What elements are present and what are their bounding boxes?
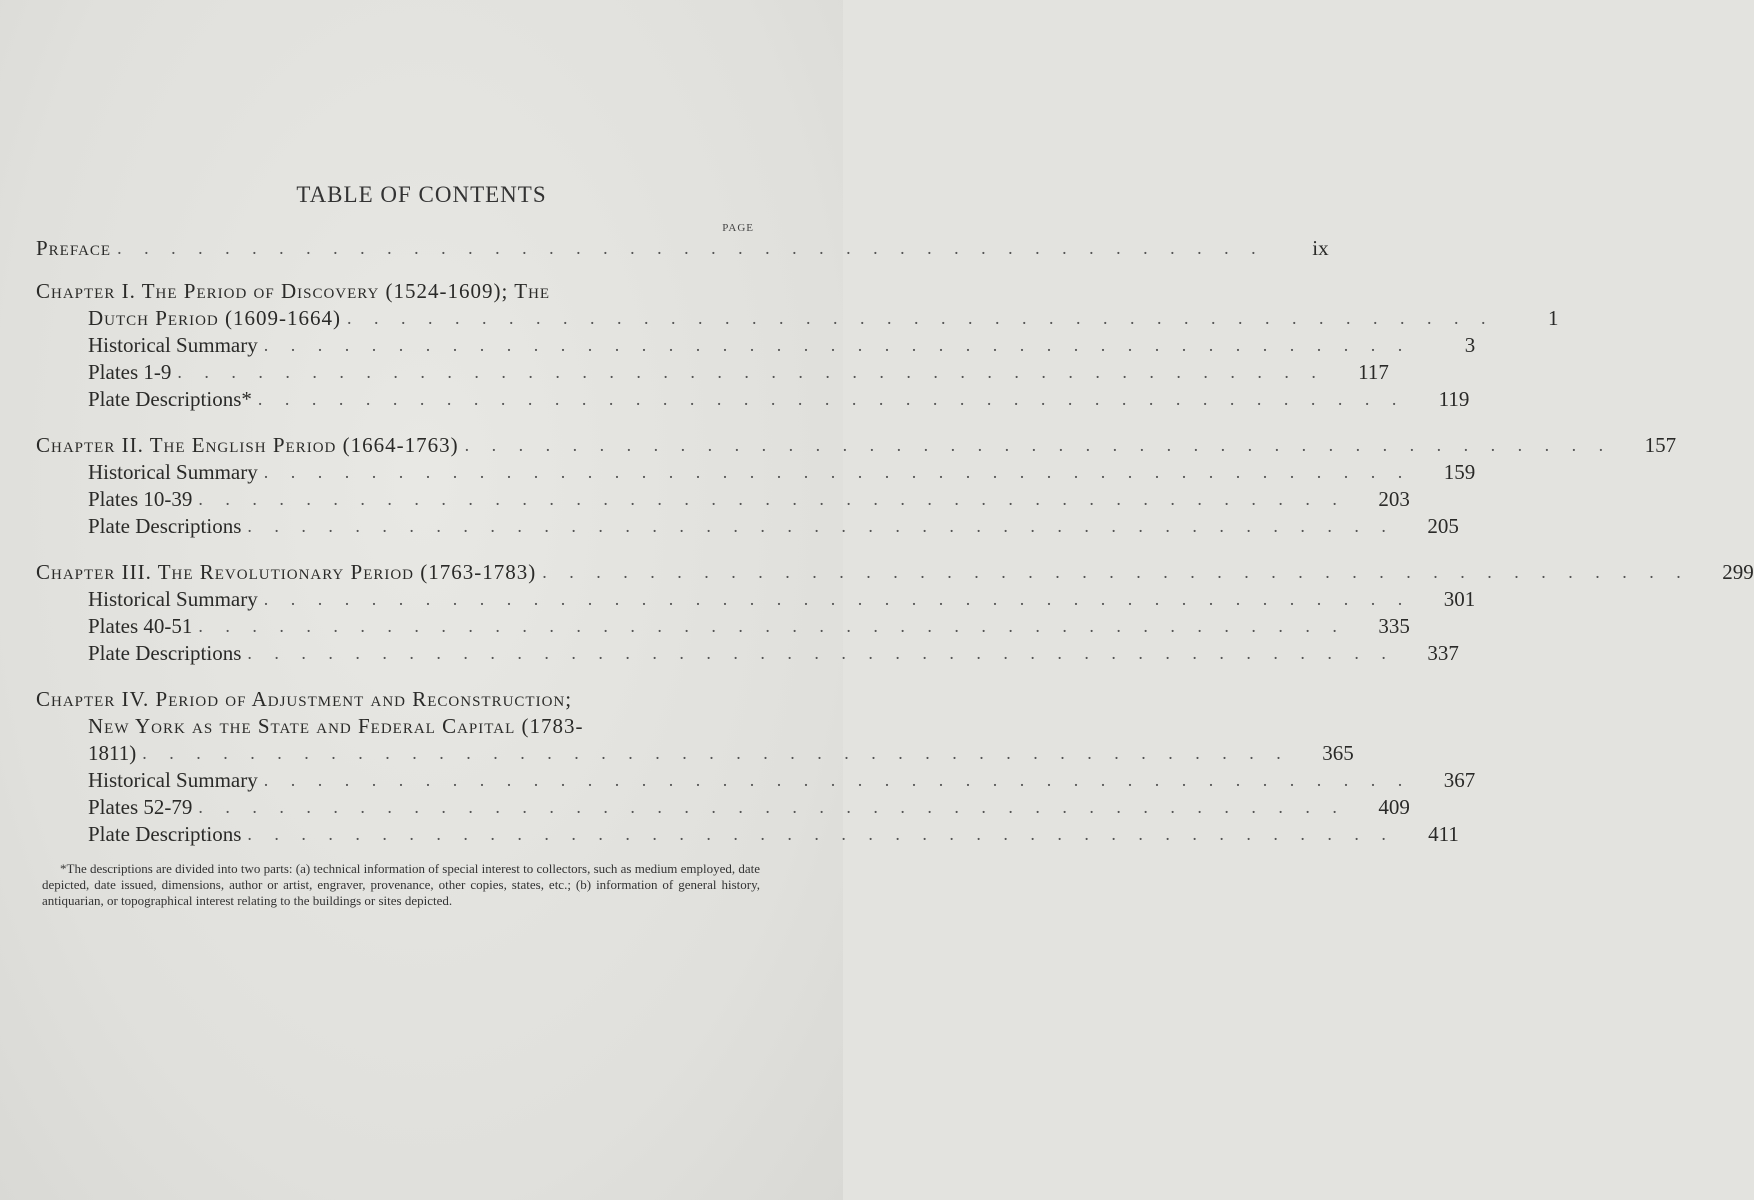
dot-leader: . . . . . . . . . . . . . . . . . . . . . . . . . . . . . . . . . . . . . . . . . . . — [247, 824, 1395, 844]
chapter-title-line: Chapter I. The Period of Discovery (1524-1609); The — [36, 279, 551, 303]
dot-leader: . . . . . . . . . . . . . . . . . . . . . . . . . . . . . . . . . . . . . . . . . . . — [198, 797, 1346, 817]
entry-label: Historical Summary — [88, 587, 258, 611]
toc-entry[interactable] — [88, 586, 1476, 613]
entry-page: 119 — [1438, 387, 1470, 411]
entry-page: 335 — [1378, 614, 1410, 638]
toc-entry[interactable] — [88, 613, 1410, 640]
entry-label: Plates 40-51 — [88, 614, 193, 638]
toc-entry[interactable] — [88, 386, 1470, 413]
dot-leader: . . . . . . . . . . . . . . . . . . . . . . . . . . . . . . . . . . . . . . . . . . . — [198, 489, 1346, 509]
toc-chapter-3-heading[interactable] — [36, 559, 1754, 586]
toc-entry[interactable] — [88, 513, 1459, 540]
entry-label: Plates 1-9 — [88, 360, 172, 384]
dot-leader: . . . . . . . . . . . . . . . . . . . . . . . . . . . . . . . . . . . . . . . . . . . — [263, 462, 1412, 482]
chapter-title-line: Chapter II. The English Period (1664-1763) — [36, 433, 459, 457]
entry-page: 117 — [1358, 360, 1389, 384]
entry-page: 411 — [1428, 822, 1459, 846]
entry-label: Plates 52-79 — [88, 795, 193, 819]
chapter-title-line: Chapter III. The Revolutionary Period (1763-1783) — [36, 560, 537, 584]
toc-entry[interactable] — [88, 332, 1476, 359]
entry-page: 157 — [1644, 433, 1677, 457]
entry-label: Plate Descriptions* — [88, 387, 252, 411]
entry-page: 301 — [1443, 587, 1476, 611]
entry-page: 3 — [1464, 333, 1476, 357]
dot-leader: . . . . . . . . . . . . . . . . . . . . . . . . . . . . . . . . . . . . . . . . . . . — [346, 308, 1495, 328]
toc-chapter-1-heading[interactable] — [36, 278, 754, 305]
footnote — [42, 861, 760, 909]
toc-chapter-2-heading[interactable] — [36, 432, 1677, 459]
dot-leader: . . . . . . . . . . . . . . . . . . . . . . . . . . . . . . . . . . . . . . . . . . . — [198, 616, 1346, 636]
chapter-title-line: 1811) — [88, 741, 137, 765]
entry-label: Plate Descriptions — [88, 641, 242, 665]
footnote-text: *The descriptions are divided into two parts: (a) technical information of special interest to collectors, such as medium employed, date depicted, date issued, dimensions, author or artist, engraver, provenance, other copies, states, etc.; (b) information of general history, antiquarian, or topographical interest relating to the buildings or sites depicted. — [42, 861, 760, 908]
dot-leader: . . . . . . . . . . . . . . . . . . . . . . . . . . . . . . . . . . . . . . . . . . . — [142, 743, 1290, 763]
page-column-header: PAGE — [722, 222, 754, 234]
entry-label: Plate Descriptions — [88, 514, 242, 538]
entry-page: 203 — [1378, 487, 1410, 511]
toc-entry[interactable] — [88, 640, 1459, 667]
toc-chapter-4-heading-cont[interactable] — [88, 713, 754, 740]
toc-entry-preface[interactable] — [36, 235, 1329, 262]
chapter-title-line: New York as the State and Federal Capital (1783- — [88, 714, 584, 738]
dot-leader: . . . . . . . . . . . . . . . . . . . . . . . . . . . . . . . . . . . . . . . . . . . — [263, 589, 1412, 609]
entry-page: ix — [1312, 236, 1329, 260]
entry-label: Historical Summary — [88, 460, 258, 484]
dot-leader: . . . . . . . . . . . . . . . . . . . . . . . . . . . . . . . . . . . . . . . . . . . — [177, 362, 1325, 382]
dot-leader: . . . . . . . . . . . . . . . . . . . . . . . . . . . . . . . . . . . . . . . . . . . — [263, 335, 1412, 355]
dot-leader: . . . . . . . . . . . . . . . . . . . . . . . . . . . . . . . . . . . . . . . . . . . — [257, 389, 1406, 409]
dot-leader: . . . . . . . . . . . . . . . . . . . . . . . . . . . . . . . . . . . . . . . . . . . — [263, 770, 1412, 790]
toc-entry[interactable] — [88, 794, 1410, 821]
entry-page: 367 — [1443, 768, 1476, 792]
entry-page: 409 — [1378, 795, 1410, 819]
dot-leader: . . . . . . . . . . . . . . . . . . . . . . . . . . . . . . . . . . . . . . . . . . . — [247, 516, 1395, 536]
page-title: TABLE OF CONTENTS — [296, 182, 547, 207]
toc-entry[interactable] — [88, 359, 1389, 386]
entry-label: Preface — [36, 236, 112, 260]
chapter-title-line: Dutch Period (1609-1664) — [88, 306, 341, 330]
entry-label: Historical Summary — [88, 768, 258, 792]
toc-entry[interactable] — [88, 486, 1410, 513]
entry-label: Historical Summary — [88, 333, 258, 357]
dot-leader: . . . . . . . . . . . . . . . . . . . . . . . . . . . . . . . . . . . . . . . . . . . — [542, 562, 1690, 582]
dot-leader: . . . . . . . . . . . . . . . . . . . . . . . . . . . . . . . . . . . . . . . . . . . — [464, 435, 1613, 455]
toc-chapter-4-heading-end[interactable] — [88, 740, 1354, 767]
entry-page: 205 — [1427, 514, 1459, 538]
entry-page: 1 — [1547, 306, 1559, 330]
entry-page: 365 — [1322, 741, 1354, 765]
chapter-title-line: Chapter IV. Period of Adjustment and Reconstruction; — [36, 687, 573, 711]
toc-entry[interactable] — [88, 767, 1476, 794]
entry-label: Plate Descriptions — [88, 822, 242, 846]
toc-entry[interactable] — [88, 821, 1459, 848]
dot-leader: . . . . . . . . . . . . . . . . . . . . . . . . . . . . . . . . . . . . . . . . . . . — [117, 238, 1265, 258]
dot-leader: . . . . . . . . . . . . . . . . . . . . . . . . . . . . . . . . . . . . . . . . . . . — [247, 643, 1395, 663]
entry-page: 337 — [1427, 641, 1459, 665]
entry-page: 159 — [1443, 460, 1476, 484]
toc-chapter-4-heading[interactable] — [36, 686, 754, 713]
entry-label: Plates 10-39 — [88, 487, 193, 511]
toc-chapter-1-heading-cont[interactable] — [88, 305, 1559, 332]
toc-entry[interactable] — [88, 459, 1476, 486]
entry-page: 299 — [1722, 560, 1754, 584]
